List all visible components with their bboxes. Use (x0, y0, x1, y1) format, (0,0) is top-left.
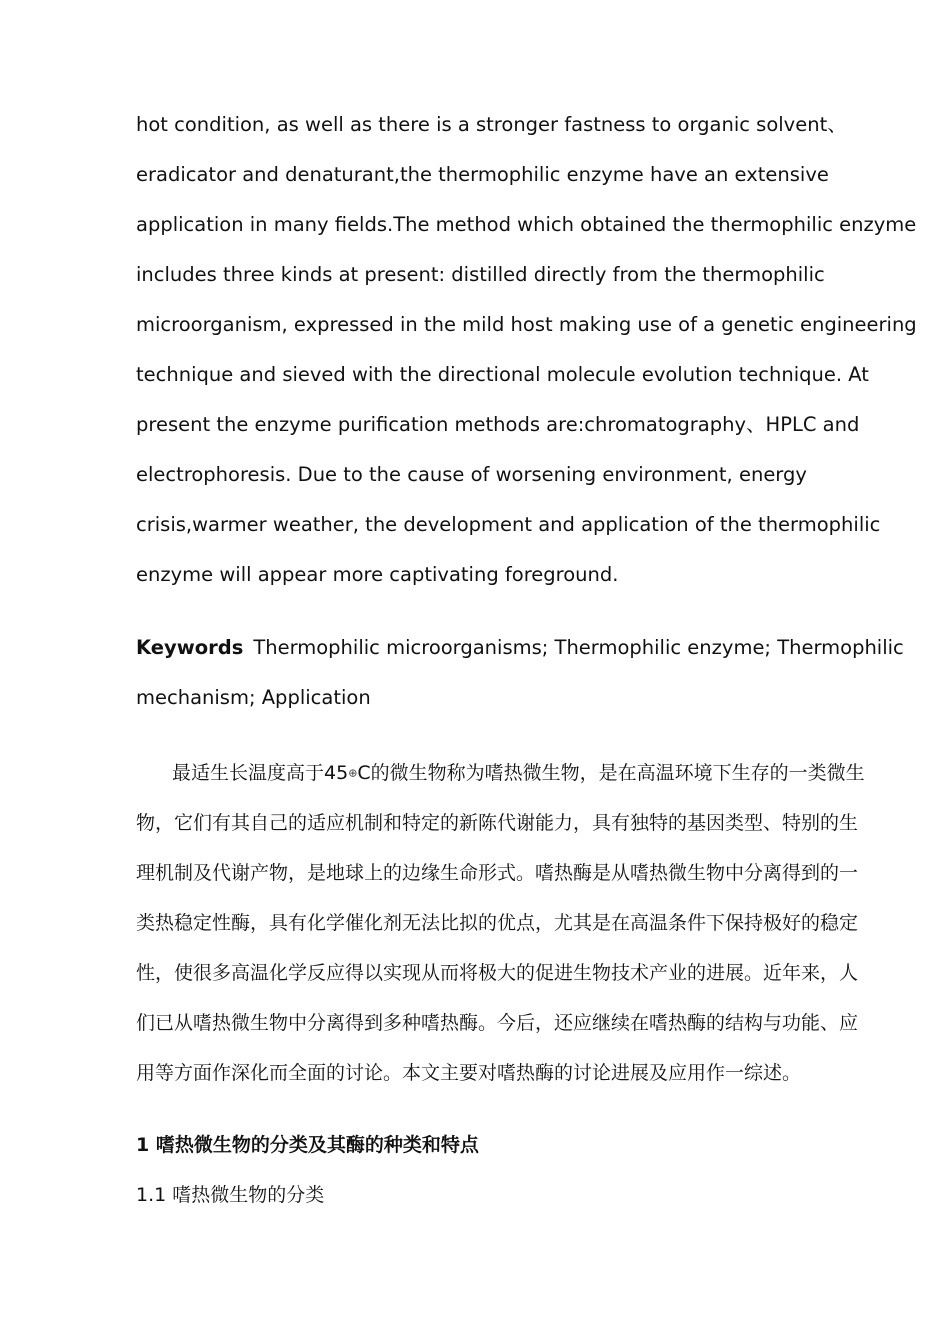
intro-line: 理机制及代谢产物，是地球上的边缘生命形式。嗜热酶是从嗜热微生物中分离得到的一 (136, 862, 859, 884)
section-heading: 1 嗜热微生物的分类及其酶的种类和特点 (136, 1134, 479, 1156)
intro-line: 类热稳定性酶，具有化学催化剂无法比拟的优点，尤其是在高温条件下保持极好的稳定 (136, 912, 859, 934)
intro-text: C的微生物称为嗜热微生物，是在高温环境下生存的一类微生 (357, 762, 865, 784)
degree-symbol: ⊕ (348, 766, 358, 780)
abstract-line: technique and sieved with the directional molecule evolution technique. At (136, 363, 869, 386)
keywords-label: Keywords (136, 636, 244, 659)
abstract-line: crisis,warmer weather, the development and application of the thermophilic (136, 513, 881, 536)
keywords-line: mechanism; Application (136, 686, 371, 709)
intro-line: 物，它们有其自己的适应机制和特定的新陈代谢能力，具有独特的基因类型、特别的生 (136, 812, 859, 834)
keywords-line (136, 633, 904, 663)
abstract-line: includes three kinds at present: distilled directly from the thermophilic (136, 263, 825, 286)
intro-line: 们已从嗜热微生物中分离得到多种嗜热酶。今后，还应继续在嗜热酶的结构与功能、应 (136, 1012, 859, 1034)
intro-line: 用等方面作深化而全面的讨论。本文主要对嗜热酶的讨论进展及应用作一综述。 (136, 1062, 802, 1084)
abstract-line: hot condition, as well as there is a stronger fastness to organic solvent、 (136, 113, 847, 136)
abstract-line: microorganism, expressed in the mild host making use of a genetic engineering (136, 313, 917, 336)
intro-text: 最适生长温度高于45 (172, 762, 349, 784)
keywords-text: Thermophilic microorganisms; Thermophilic enzyme; Thermophilic (253, 636, 904, 659)
abstract-line: application in many fields.The method which obtained the thermophilic enzyme (136, 213, 917, 236)
abstract-line: electrophoresis. Due to the cause of worsening environment, energy (136, 463, 807, 486)
intro-first-line (172, 758, 865, 789)
intro-line: 性，使很多高温化学反应得以实现从而将极大的促进生物技术产业的进展。近年来，人 (136, 962, 859, 984)
subsection-heading: 1.1 嗜热微生物的分类 (136, 1184, 325, 1206)
abstract-line: eradicator and denaturant,the thermophilic enzyme have an extensive (136, 163, 829, 186)
abstract-line: present the enzyme purification methods are:chromatography、HPLC and (136, 413, 860, 436)
abstract-line: enzyme will appear more captivating foreground. (136, 563, 619, 586)
